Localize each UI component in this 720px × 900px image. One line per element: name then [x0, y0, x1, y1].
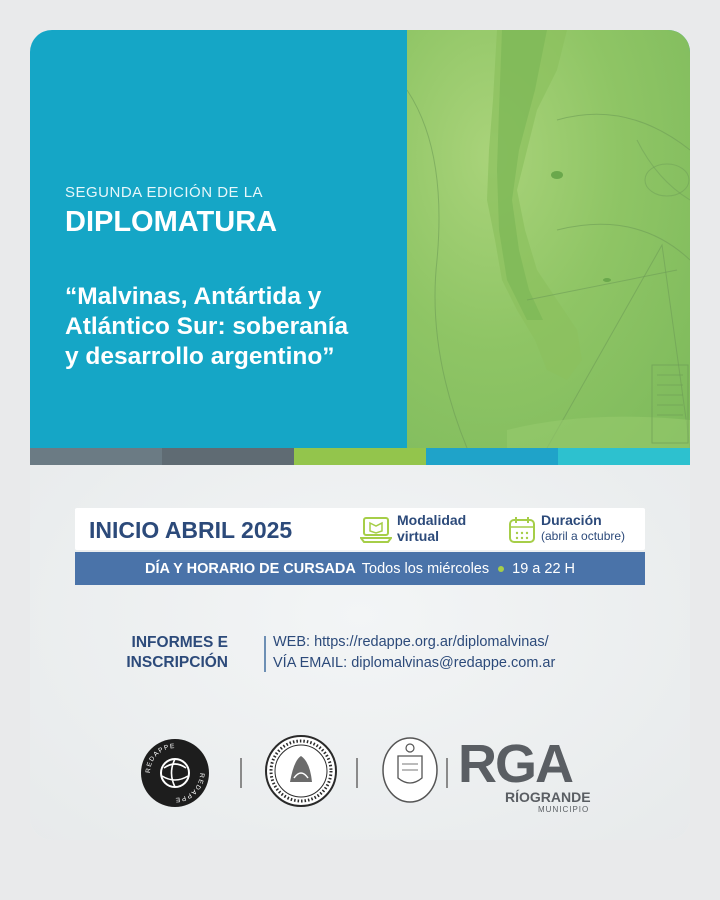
program-name-line: Atlántico Sur: soberanía [65, 313, 349, 340]
header-panel [30, 30, 690, 448]
poster-card [30, 30, 690, 840]
south-atlantic-map-image [407, 30, 690, 448]
duration-range: (abril a octubre) [541, 529, 626, 543]
rga-city-name: RÍOGRANDE [505, 789, 591, 805]
institution-crest-logo [380, 734, 440, 809]
schedule-day: Todos los miércoles [361, 560, 490, 577]
laptop-book-icon [360, 514, 392, 549]
schedule-hours: 19 a 22 H [512, 560, 576, 577]
calendar-icon [508, 516, 536, 549]
web-label: WEB: [273, 634, 311, 650]
rga-logo: RGA [458, 734, 572, 794]
contact-details [273, 632, 555, 674]
university-seal-logo [264, 734, 338, 813]
email-link[interactable]: diplomalvinas@redappe.com.ar [351, 655, 556, 671]
contact-heading [126, 633, 228, 673]
contact-heading-line: INFORMES E [131, 634, 228, 651]
program-name-line: “Malvinas, Antártida y [65, 283, 322, 310]
bullet-dot-icon [498, 566, 504, 572]
svg-text:REDAPPE: REDAPPE [144, 742, 176, 774]
modality-line: virtual [397, 528, 440, 544]
schedule-label: DÍA Y HORARIO DE CURSADA [144, 560, 356, 577]
program-name [65, 282, 405, 372]
stripe-segment [294, 448, 426, 465]
schedule-bar [75, 552, 645, 585]
web-line [273, 632, 555, 653]
rga-municipio: MUNICIPIO [538, 805, 590, 814]
start-date: INICIO ABRIL 2025 [89, 517, 293, 543]
stripe-segment [558, 448, 690, 465]
contact-heading-line: INSCRIPCIÓN [126, 654, 228, 671]
stripe-segment [426, 448, 558, 465]
email-label: VÍA EMAIL: [273, 655, 348, 671]
duration-title: Duración [541, 512, 602, 528]
web-link[interactable]: https://redappe.org.ar/diplomalvinas/ [314, 634, 549, 650]
stripe-segment [30, 448, 162, 465]
course-info-box [75, 508, 645, 550]
duration-text [541, 512, 625, 544]
program-name-line: y desarrollo argentino” [65, 343, 335, 370]
edition-label: SEGUNDA EDICIÓN DE LA [65, 184, 264, 201]
modality-line: Modalidad [397, 512, 467, 528]
program-title: DIPLOMATURA [65, 206, 278, 238]
logo-separator [356, 758, 358, 788]
svg-text:REDAPPE: REDAPPE [174, 772, 206, 804]
logo-separator [240, 758, 242, 788]
map-illustration [407, 30, 690, 448]
redappe-logo [140, 738, 210, 813]
logo-separator [446, 758, 448, 788]
stripe-segment [162, 448, 294, 465]
email-line [273, 653, 555, 674]
divider [264, 636, 266, 672]
modality-text [397, 512, 466, 544]
color-stripe-band [30, 448, 690, 465]
